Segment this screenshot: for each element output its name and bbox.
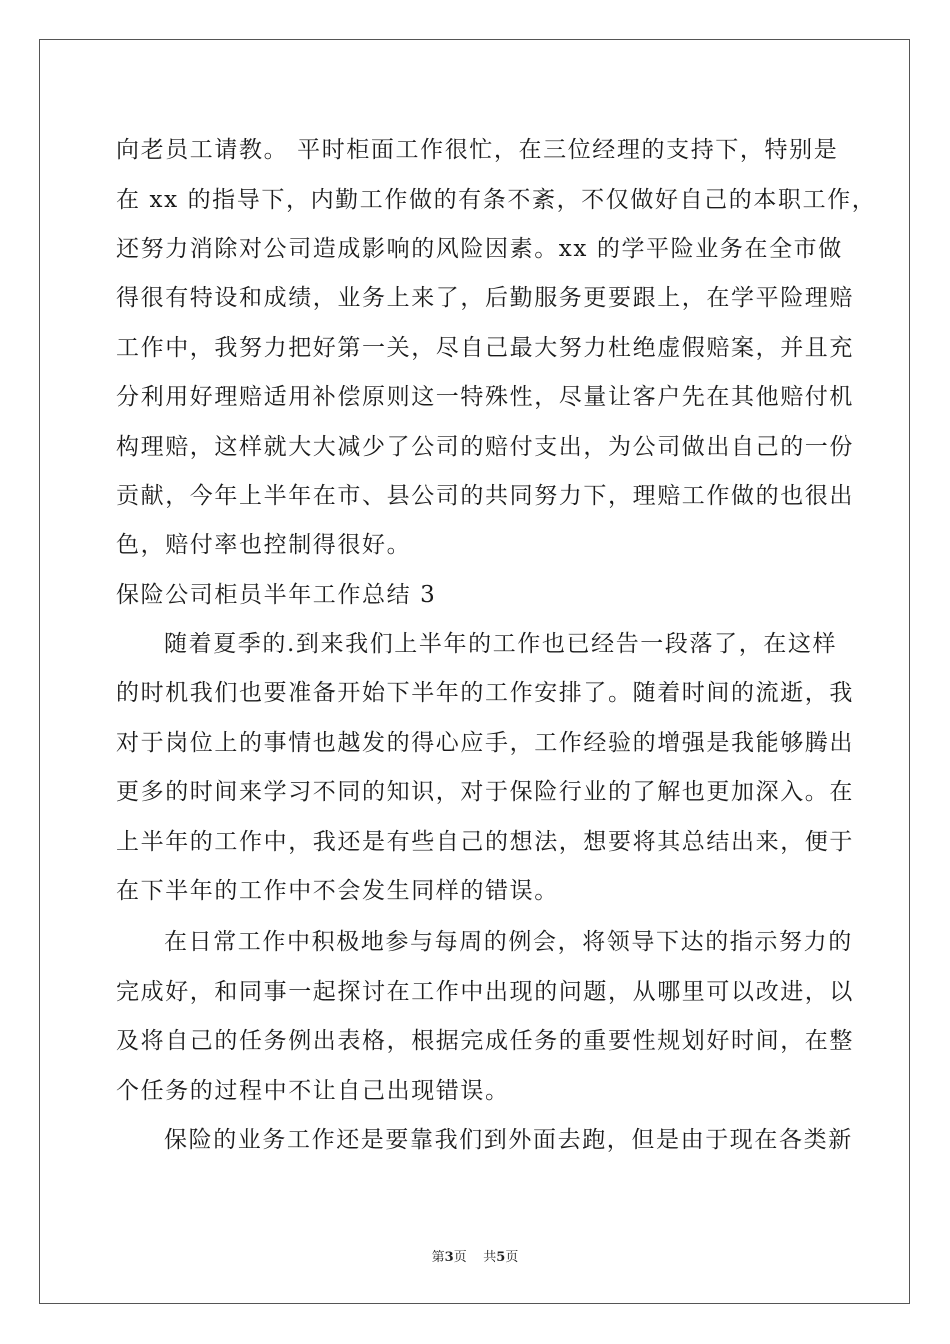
text-line: 贡献，今年上半年在市、县公司的共同努力下，理赔工作做的也很出 [116, 483, 854, 509]
total-prefix: 共 [483, 1250, 497, 1265]
text-line: 在日常工作中积极地参与每周的例会，将领导下达的指示努力的 [164, 929, 853, 955]
page-footer [0, 1250, 950, 1266]
text-line: 色，赔付率也控制得很好。 [116, 532, 412, 558]
page-prefix: 第 [431, 1250, 445, 1265]
text-line: 工作中，我努力把好第一关，尽自己最大努力杜绝虚假赔案，并且充 [116, 335, 854, 361]
total-unit: 页 [505, 1250, 519, 1265]
text-line: 更多的时间来学习不同的知识，对于保险行业的了解也更加深入。在 [116, 779, 854, 805]
section-heading: 保险公司柜员半年工作总结 3 [116, 582, 437, 608]
page-current: 3 [444, 1250, 454, 1265]
text-line: 对于岗位上的事情也越发的得心应手，工作经验的增强是我能够腾出 [116, 730, 854, 756]
page-total: 5 [496, 1250, 506, 1265]
text-line: 向老员工请教。 平时柜面工作很忙，在三位经理的支持下，特别是 [116, 137, 839, 163]
text-line: 分利用好理赔适用补偿原则这一特殊性，尽量让客户先在其他赔付机 [116, 384, 854, 410]
text-line: 还努力消除对公司造成影响的风险因素。xx 的学平险业务在全市做 [116, 236, 843, 262]
text-line: 得很有特设和成绩，业务上来了，后勤服务更要跟上，在学平险理赔 [116, 285, 854, 311]
text-line: 上半年的工作中，我还是有些自己的想法，想要将其总结出来，便于 [116, 829, 854, 855]
text-line: 的时机我们也要准备开始下半年的工作安排了。随着时间的流逝，我 [116, 680, 854, 706]
text-line: 在 xx 的指导下，内勤工作做的有条不紊，不仅做好自己的本职工作， [116, 187, 877, 213]
text-line: 在下半年的工作中不会发生同样的错误。 [116, 878, 559, 904]
text-line: 构理赔，这样就大大减少了公司的赔付支出，为公司做出自己的一份 [116, 434, 854, 460]
text-line: 及将自己的任务例出表格，根据完成任务的重要性规划好时间，在整 [116, 1028, 854, 1054]
text-line: 完成好，和同事一起探讨在工作中出现的问题，从哪里可以改进，以 [116, 979, 854, 1005]
text-line: 个任务的过程中不让自己出现错误。 [116, 1078, 510, 1104]
text-line: 随着夏季的.到来我们上半年的工作也已经告一段落了，在这样 [164, 631, 838, 657]
page-unit: 页 [453, 1250, 467, 1265]
text-line: 保险的业务工作还是要靠我们到外面去跑，但是由于现在各类新 [164, 1127, 853, 1153]
